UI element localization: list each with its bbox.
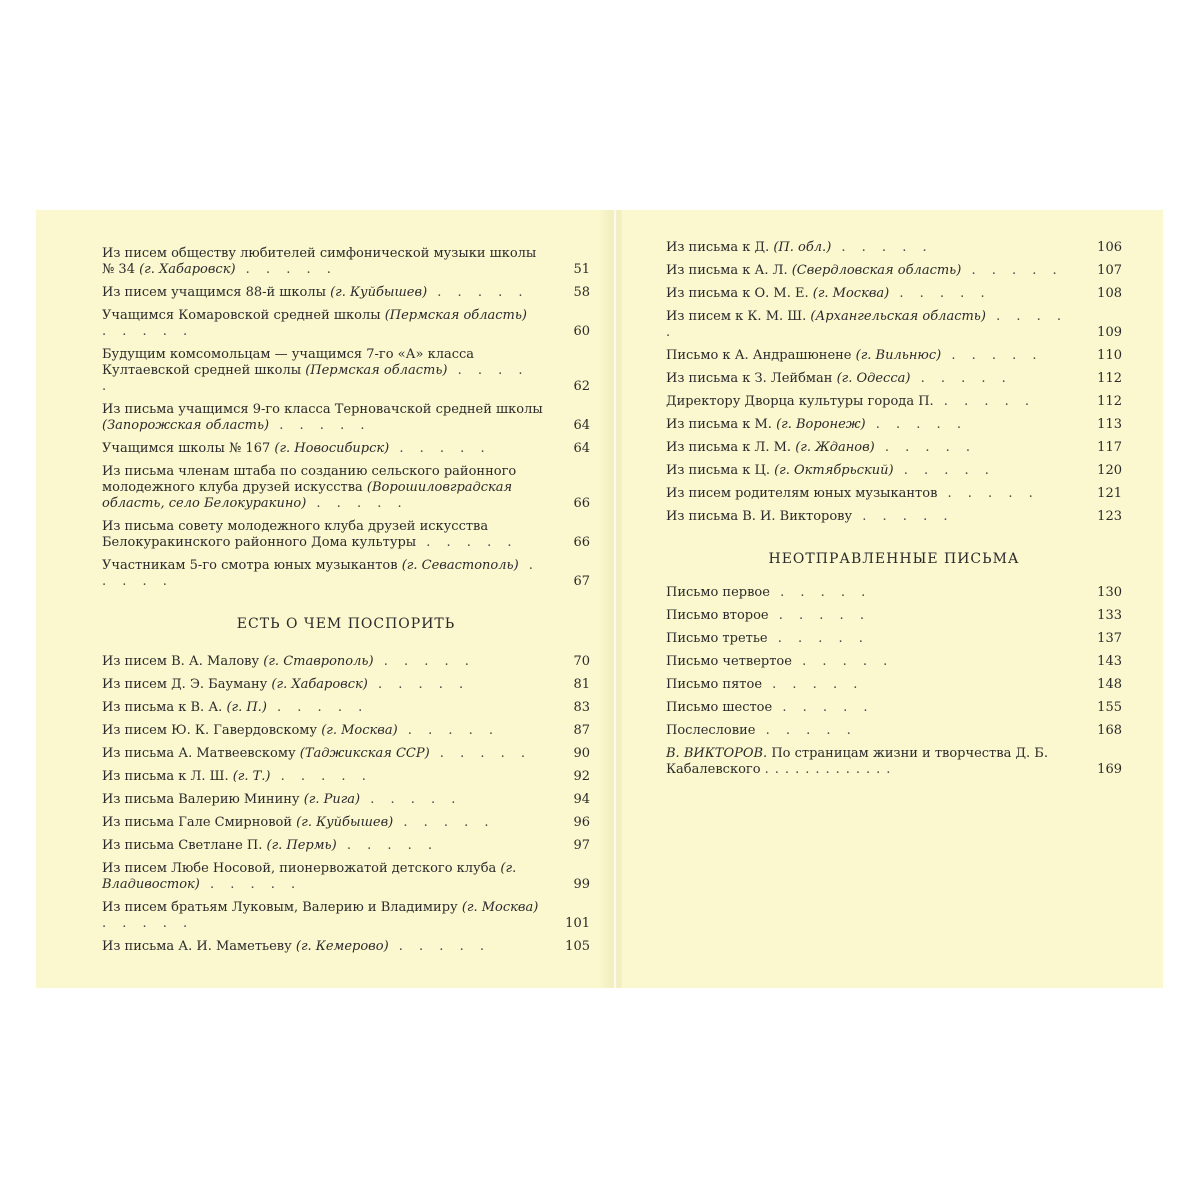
toc-entry-text xyxy=(102,402,590,434)
toc-entry-place: (г. Жданов) xyxy=(795,440,875,455)
toc-entry xyxy=(102,723,590,739)
leader-dots: . . . . . xyxy=(772,700,874,715)
toc-entry-text xyxy=(666,286,1122,302)
toc-entry-page: 62 xyxy=(573,379,590,394)
toc-entry-text xyxy=(666,509,1122,525)
toc-entry-title: Письмо пятое xyxy=(666,677,763,692)
toc-entry-place: (г. Т.) xyxy=(232,769,271,784)
toc-entry-title: Послесловие xyxy=(666,723,756,738)
toc-entry xyxy=(666,723,1122,739)
toc-entry xyxy=(102,792,590,808)
toc-entry xyxy=(102,746,590,762)
leader-dots: . . . . . xyxy=(767,631,869,646)
toc-entry xyxy=(102,769,590,785)
toc-entry-page: 90 xyxy=(573,746,590,761)
toc-entry-title: Из письма к Д. xyxy=(666,240,774,255)
toc-entry-afterword-author xyxy=(666,746,1122,778)
toc-entry-text xyxy=(666,394,1122,410)
toc-entry xyxy=(102,677,590,693)
toc-entry-title: Учащимся Комаровской средней школы xyxy=(102,308,385,323)
toc-entry xyxy=(666,263,1122,279)
right-section-entries xyxy=(666,585,1122,739)
toc-entry-text xyxy=(102,464,590,512)
toc-entry-text xyxy=(102,308,590,340)
toc-entry-page: 106 xyxy=(1097,240,1122,255)
leader-dots: . . . . . xyxy=(961,263,1063,278)
toc-entry-place: (г. Москва) xyxy=(812,286,890,301)
toc-entry-page: 70 xyxy=(573,654,590,669)
leader-dots: . . . . . xyxy=(666,309,1068,340)
leader-dots: . . . . . xyxy=(373,654,475,669)
toc-entry-title: Письмо третье xyxy=(666,631,768,646)
toc-entry-text xyxy=(666,309,1122,341)
toc-entry-place: (Архангельская область) xyxy=(810,309,986,324)
toc-entry-title: Письмо четвертое xyxy=(666,654,792,669)
toc-entry-text xyxy=(666,608,1122,624)
toc-entry xyxy=(666,486,1122,502)
leader-dots: . . . . . xyxy=(306,496,408,511)
toc-entry-title: Из писем обществу любителей симфонической музыки школы № 34 xyxy=(102,246,537,277)
toc-entry-text xyxy=(666,746,1122,778)
toc-entry-author: В. ВИКТОРОВ. xyxy=(666,746,768,761)
toc-entry-title: Из письма совету молодежного клуба друзей искусства Белокуракинского районного Дома культуры xyxy=(102,519,489,550)
toc-entry xyxy=(666,509,1122,525)
toc-entry xyxy=(666,240,1122,256)
toc-entry-text xyxy=(102,654,590,670)
toc-entry-text xyxy=(102,558,590,590)
leader-dots: ............. xyxy=(764,762,897,777)
toc-entry-text xyxy=(102,838,590,854)
toc-entry-text xyxy=(666,263,1122,279)
toc-entry-text xyxy=(666,654,1122,670)
toc-entry-text xyxy=(102,939,590,955)
toc-entry-text xyxy=(102,441,590,457)
leader-dots: . . . . . xyxy=(102,558,539,589)
toc-entry-text xyxy=(666,371,1122,387)
left-section-title: ЕСТЬ О ЧЕМ ПОСПОРИТЬ xyxy=(236,616,456,632)
leader-dots: . . . . . xyxy=(429,746,531,761)
toc-entry-title: Из письма к М. xyxy=(666,417,777,432)
toc-entry-place: (г. Воронеж) xyxy=(776,417,866,432)
toc-entry-place: (г. Пермь) xyxy=(266,838,337,853)
toc-entry-page: 168 xyxy=(1097,723,1122,738)
toc-entry-page: 83 xyxy=(573,700,590,715)
toc-entry-title: Из письма В. И. Викторову xyxy=(666,509,853,524)
toc-entry xyxy=(666,309,1122,341)
toc-entry-place: (Таджикская ССР) xyxy=(299,746,430,761)
toc-entry-place: (г. Октябрьский) xyxy=(774,463,894,478)
leader-dots: . . . . . xyxy=(755,723,857,738)
toc-entry-title: Из письма учащимся 9-го класса Терновачской средней школы xyxy=(102,402,543,417)
toc-entry-page: 143 xyxy=(1097,654,1122,669)
toc-entry-place: (Свердловская область) xyxy=(791,263,962,278)
toc-entry-place: (г. Ставрополь) xyxy=(263,654,374,669)
toc-entry-page: 58 xyxy=(573,285,590,300)
toc-entry-place: (г. Вильнюс) xyxy=(855,348,942,363)
toc-entry-title: Из писем Ю. К. Гавердовскому xyxy=(102,723,322,738)
toc-entry-title: Из писем к К. М. Ш. xyxy=(666,309,811,324)
toc-entry-place: (г. Кемерово) xyxy=(295,939,389,954)
toc-entry-title: Письмо к А. Андрашюнене xyxy=(666,348,856,363)
toc-entry xyxy=(666,608,1122,624)
toc-entry-title: Из письма к Л. Ш. xyxy=(102,769,233,784)
toc-entry-text xyxy=(666,585,1122,601)
leader-dots: . . . . . xyxy=(769,585,872,600)
toc-entry xyxy=(102,558,590,590)
toc-entry xyxy=(102,464,590,512)
leader-dots: . . . . . xyxy=(270,769,372,784)
toc-entry xyxy=(666,286,1122,302)
toc-entry-place: (г. Владивосток) xyxy=(102,861,517,892)
leader-dots: . . . . . xyxy=(388,939,490,954)
toc-entry-title: Из писем родителям юных музыкантов xyxy=(666,486,938,501)
toc-entry-page: 60 xyxy=(573,324,590,339)
toc-entry-title: Из писем В. А. Малову xyxy=(102,654,264,669)
toc-entry-page: 120 xyxy=(1097,463,1122,478)
toc-entry-place: (г. Москва) xyxy=(321,723,398,738)
toc-entry xyxy=(102,347,590,395)
toc-entry-page: 112 xyxy=(1097,394,1122,409)
leader-dots: . . . . . xyxy=(768,608,870,623)
leader-dots: . . . . . xyxy=(831,240,933,255)
left-page xyxy=(36,210,612,988)
leader-dots: . . . . . xyxy=(102,363,529,394)
leader-dots: . . . . . xyxy=(336,838,439,853)
toc-entry-page: 109 xyxy=(1097,325,1122,340)
toc-entry-text xyxy=(102,900,590,932)
toc-entry-place: (г. Хабаровск) xyxy=(139,262,236,277)
toc-entry-page: 108 xyxy=(1097,286,1122,301)
leader-dots: . . . . . xyxy=(269,418,371,433)
toc-entry-text xyxy=(666,677,1122,693)
toc-entry-text xyxy=(102,347,590,395)
toc-entry-title: Из письма к В. А. xyxy=(102,700,227,715)
left-top-entries xyxy=(102,246,590,590)
toc-entry-title: Участникам 5-го смотра юных музыкантов xyxy=(102,558,402,573)
toc-entry-place: (Пермская область) xyxy=(384,308,527,323)
toc-entry-place: (г. Куйбышев) xyxy=(330,285,428,300)
toc-entry-page: 66 xyxy=(573,496,590,511)
toc-entry-page: 92 xyxy=(573,769,590,784)
right-section-title: НЕОТПРАВЛЕННЫЕ ПИСЬМА xyxy=(768,551,1020,567)
toc-entry xyxy=(102,939,590,955)
toc-entry-text xyxy=(666,700,1122,716)
toc-entry-page: 107 xyxy=(1097,263,1122,278)
leader-dots: . . . . . xyxy=(266,700,369,715)
leader-dots: . . . . . xyxy=(910,371,1012,386)
leader-dots: . . . . . xyxy=(865,417,967,432)
leader-dots: . . . . . xyxy=(874,440,977,455)
toc-entry-page: 110 xyxy=(1097,348,1122,363)
toc-entry xyxy=(102,838,590,854)
toc-entry-title: Из письма к Л. М. xyxy=(666,440,796,455)
toc-entry-place: (г. Хабаровск) xyxy=(271,677,368,692)
toc-entry-text xyxy=(102,677,590,693)
toc-entry-page: 99 xyxy=(573,877,590,892)
toc-entry-page: 137 xyxy=(1097,631,1122,646)
leader-dots: . . . . . xyxy=(852,509,954,524)
left-section-entries xyxy=(102,654,590,955)
toc-entry-title: Из писем учащимся 88-й школы xyxy=(102,285,331,300)
toc-entry-place: (Запорожская область) xyxy=(102,418,270,433)
toc-entry-page: 81 xyxy=(573,677,590,692)
right-page xyxy=(622,210,1163,988)
toc-entry-title: Из письма Светлане П. xyxy=(102,838,267,853)
toc-entry-place: (г. П.) xyxy=(226,700,267,715)
toc-entry-place: (г. Севастополь) xyxy=(401,558,519,573)
toc-entry-page: 101 xyxy=(565,916,590,931)
toc-entry-page: 66 xyxy=(573,535,590,550)
toc-entry xyxy=(666,631,1122,647)
toc-entry-title: Из письма А. И. Маметьеву xyxy=(102,939,296,954)
leader-dots: . . . . . xyxy=(389,441,491,456)
leader-dots: . . . . . xyxy=(889,286,991,301)
toc-entry-page: 105 xyxy=(565,939,590,954)
toc-entry-title: Из письма членам штаба по созданию сельского районного молодежного клуба друзей искусства xyxy=(102,464,517,495)
toc-entry-text xyxy=(102,285,590,301)
toc-entry-page: 130 xyxy=(1097,585,1122,600)
leader-dots: . . . . . xyxy=(397,723,499,738)
toc-entry-title: Письмо второе xyxy=(666,608,769,623)
toc-entry-title: Из письма к О. М. Е. xyxy=(666,286,813,301)
toc-entry-page: 67 xyxy=(573,574,590,589)
toc-entry-page: 121 xyxy=(1097,486,1122,501)
toc-entry xyxy=(666,417,1122,433)
toc-entry-page: 155 xyxy=(1097,700,1122,715)
toc-entry-page: 133 xyxy=(1097,608,1122,623)
toc-entry-page: 97 xyxy=(573,838,590,853)
toc-entry-title: Письмо шестое xyxy=(666,700,773,715)
toc-entry xyxy=(102,441,590,457)
toc-entry xyxy=(102,654,590,670)
toc-entry-page: 51 xyxy=(573,262,590,277)
toc-entry-title: Будущим комсомольцам — учащимся 7-го «А» класса Култаевской средней школы xyxy=(102,347,475,378)
toc-entry xyxy=(666,371,1122,387)
toc-entry-title: По страницам жизни и творчества Д. Б. Кабалевского xyxy=(666,746,1048,777)
toc-entry-page: 94 xyxy=(573,792,590,807)
toc-entry xyxy=(666,348,1122,364)
toc-entry-title: Из писем Д. Э. Бауману xyxy=(102,677,272,692)
toc-entry-page: 123 xyxy=(1097,509,1122,524)
toc-entry-page: 112 xyxy=(1097,371,1122,386)
toc-entry-place: (Ворошиловградская область, село Белокуракино) xyxy=(102,480,513,511)
toc-entry-page: 64 xyxy=(573,418,590,433)
toc-entry-text xyxy=(102,815,590,831)
toc-entry-title: Из письма к З. Лейбман xyxy=(666,371,837,386)
toc-entry-place: (г. Новосибирск) xyxy=(274,441,390,456)
leader-dots: . . . . . xyxy=(937,486,1039,501)
toc-entry-title: Учащимся школы № 167 xyxy=(102,441,275,456)
leader-dots: . . . . . xyxy=(762,677,864,692)
leader-dots: . . . . . xyxy=(941,348,1043,363)
toc-entry-page: 169 xyxy=(1097,762,1122,777)
toc-entry xyxy=(666,585,1122,601)
toc-entry-text xyxy=(102,700,590,716)
toc-entry-title: Из писем братьям Луковым, Валерию и Владимиру xyxy=(102,900,462,915)
toc-entry-page: 148 xyxy=(1097,677,1122,692)
toc-entry-text xyxy=(102,246,590,278)
toc-entry xyxy=(102,519,590,551)
toc-entry-title: Из писем Любе Носовой, пионервожатой детского клуба xyxy=(102,861,501,876)
toc-entry xyxy=(102,815,590,831)
toc-entry-text xyxy=(666,723,1122,739)
toc-entry-place: (г. Москва) xyxy=(461,900,539,915)
leader-dots: . . . . . xyxy=(416,535,518,550)
toc-entry-text xyxy=(666,463,1122,479)
toc-entry xyxy=(102,861,590,893)
toc-entry-place: (г. Куйбышев) xyxy=(296,815,394,830)
toc-entry xyxy=(102,308,590,340)
leader-dots: . . . . . xyxy=(102,916,194,931)
toc-entry xyxy=(102,700,590,716)
right-top-entries xyxy=(666,240,1122,525)
toc-entry-place: (г. Одесса) xyxy=(836,371,911,386)
leader-dots: . . . . . xyxy=(791,654,894,669)
leader-dots: . . . . . xyxy=(427,285,529,300)
leader-dots: . . . . . xyxy=(933,394,1035,409)
toc-entry-text xyxy=(102,769,590,785)
toc-entry-page: 113 xyxy=(1097,417,1122,432)
toc-entry-text xyxy=(102,519,590,551)
leader-dots: . . . . . xyxy=(235,262,337,277)
toc-entry-text xyxy=(666,417,1122,433)
toc-entry-place: (Пермская область) xyxy=(305,363,448,378)
toc-entry-title: Из письма к А. Л. xyxy=(666,263,792,278)
toc-entry-place: (г. Рига) xyxy=(303,792,361,807)
toc-entry-page: 87 xyxy=(573,723,590,738)
leader-dots: . . . . . xyxy=(393,815,495,830)
toc-entry-title: Директору Дворца культуры города П. xyxy=(666,394,934,409)
toc-entry-page: 64 xyxy=(573,441,590,456)
toc-entry-text xyxy=(102,723,590,739)
toc-entry xyxy=(666,654,1122,670)
toc-entry xyxy=(666,700,1122,716)
toc-entry-text xyxy=(102,792,590,808)
toc-entry-place: (П. обл.) xyxy=(773,240,832,255)
toc-entry xyxy=(102,402,590,434)
toc-entry-title: Из письма А. Матвеевскому xyxy=(102,746,300,761)
toc-entry-text xyxy=(102,861,590,893)
toc-entry xyxy=(102,246,590,278)
toc-entry xyxy=(666,394,1122,410)
toc-entry-title: Из письма Гале Смирновой xyxy=(102,815,297,830)
leader-dots: . . . . . xyxy=(102,324,194,339)
toc-entry-page: 117 xyxy=(1097,440,1122,455)
toc-entry xyxy=(666,440,1122,456)
toc-entry-text xyxy=(102,746,590,762)
toc-entry xyxy=(666,463,1122,479)
toc-entry xyxy=(666,677,1122,693)
leader-dots: . . . . . xyxy=(367,677,470,692)
leader-dots: . . . . . xyxy=(199,877,302,892)
toc-entry-text xyxy=(666,486,1122,502)
toc-entry-page: 96 xyxy=(573,815,590,830)
toc-entry-title: Из письма к Ц. xyxy=(666,463,775,478)
toc-entry-text xyxy=(666,440,1122,456)
toc-entry-text xyxy=(666,631,1122,647)
leader-dots: . . . . . xyxy=(893,463,995,478)
toc-entry-text xyxy=(666,240,1122,256)
toc-entry xyxy=(102,900,590,932)
left-toc-column xyxy=(102,246,590,962)
toc-entry-text xyxy=(666,348,1122,364)
leader-dots: . . . . . xyxy=(360,792,462,807)
toc-entry-title: Из письма Валерию Минину xyxy=(102,792,304,807)
toc-entry xyxy=(102,285,590,301)
right-toc-column xyxy=(666,240,1122,785)
toc-entry-title: Письмо первое xyxy=(666,585,770,600)
